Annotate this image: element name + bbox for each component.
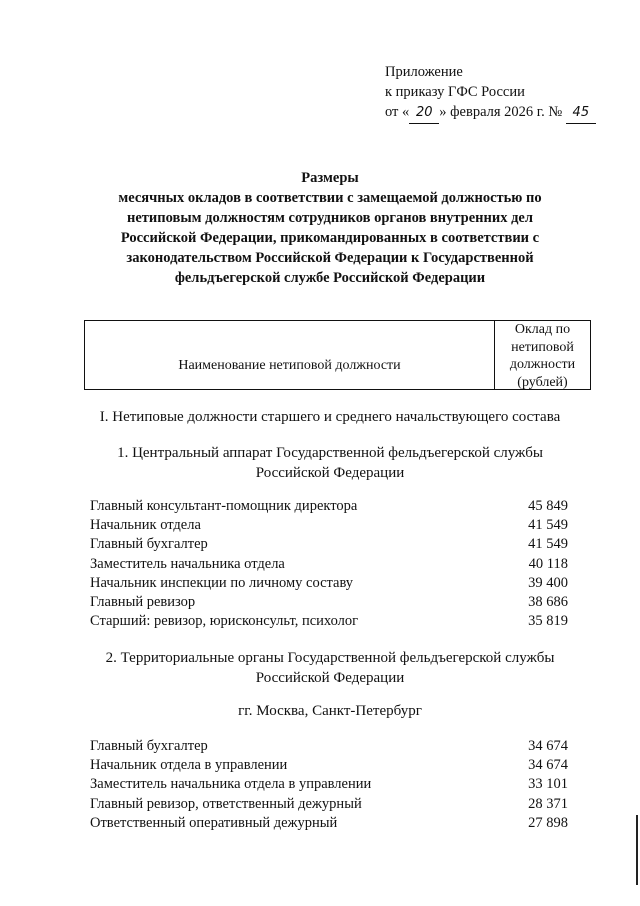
table-row — [90, 775, 568, 794]
scan-edge-mark — [636, 815, 638, 885]
header-salary-line: должности — [509, 357, 576, 372]
city-heading — [90, 701, 570, 721]
table-row — [90, 593, 568, 612]
salary-value: 33 101 — [528, 776, 568, 793]
position-name: Ответственный оперативный дежурный — [90, 814, 338, 831]
order-number-handwritten: 45 — [566, 103, 596, 124]
position-name: Заместитель начальника отдела — [90, 555, 285, 572]
title-line: фельдъегерской службе Российской Федерации — [174, 270, 486, 286]
salary-value: 34 674 — [528, 738, 568, 754]
header-cell-position — [85, 321, 495, 389]
order-date-prefix: от « — [385, 104, 410, 120]
salary-value: 41 549 — [528, 536, 568, 553]
salary-value: 41 549 — [528, 517, 568, 534]
header-salary-line: Оклад по — [514, 322, 571, 337]
position-name: Начальник отдела в управлении — [90, 757, 288, 774]
order-day-handwritten: 20 — [409, 103, 439, 124]
salary-value: 45 849 — [528, 498, 568, 514]
subsection-heading-line: Российской Федерации — [255, 465, 405, 481]
title-line: месячных окладов в соответствии с замещаемой должностью по — [118, 190, 542, 206]
city-heading-text: гг. Москва, Санкт-Петербург — [238, 703, 422, 719]
appendix-block — [385, 62, 596, 124]
header-cell-salary — [495, 321, 590, 389]
subsection-heading-territorial — [90, 648, 570, 688]
section-heading-text: I. Нетиповые должности старшего и среднего начальствующего состава — [99, 409, 561, 425]
document-title — [90, 168, 570, 288]
position-name: Главный бухгалтер — [90, 738, 208, 754]
title-line: законодательством Российской Федерации к Государственной — [126, 250, 534, 266]
table-row — [90, 795, 568, 814]
order-date-middle: » февраля 2026 г. № — [439, 104, 563, 120]
appendix-order-ref: к приказу ГФС России — [385, 84, 525, 100]
title-line: нетиповым должностям сотрудников органов внутренних дел — [126, 210, 533, 226]
salary-value: 35 819 — [528, 613, 568, 630]
table-row — [90, 497, 568, 516]
appendix-label: Приложение — [385, 64, 463, 80]
table-row — [90, 756, 568, 775]
table-row — [90, 555, 568, 574]
salary-value: 34 674 — [528, 757, 568, 774]
position-name: Начальник инспекции по личному составу — [90, 574, 354, 591]
table-row — [90, 612, 568, 631]
central-salary-list — [90, 497, 568, 631]
table-header — [84, 320, 591, 390]
position-name: Начальник отдела — [90, 517, 201, 534]
table-row — [90, 737, 568, 756]
position-name: Главный ревизор, ответственный дежурный — [90, 795, 362, 812]
header-salary-line: (рублей) — [517, 374, 568, 390]
position-name: Заместитель начальника отдела в управлении — [90, 776, 372, 793]
table-row — [90, 574, 568, 593]
territorial-salary-list — [90, 737, 568, 833]
position-name: Старший: ревизор, юрисконсульт, психолог — [90, 613, 359, 630]
position-name: Главный ревизор — [90, 593, 196, 610]
table-row — [90, 535, 568, 554]
salary-value: 28 371 — [528, 795, 568, 812]
title-line: Российской Федерации, прикомандированных в соответствии с — [120, 230, 540, 246]
subsection-heading-line: 2. Территориальные органы Государственной фельдъегерской службы — [105, 650, 555, 666]
subsection-heading-line: Российской Федерации — [255, 670, 405, 686]
subsection-heading-central — [90, 443, 570, 483]
header-salary-line: нетиповой — [511, 339, 574, 355]
subsection-heading-line: 1. Центральный аппарат Государственной фельдъегерской службы — [117, 445, 543, 461]
section-heading — [90, 407, 570, 427]
salary-value: 38 686 — [528, 593, 568, 610]
table-row — [90, 814, 568, 833]
salary-value: 40 118 — [528, 555, 568, 572]
title-line: Размеры — [301, 170, 359, 186]
appendix-order-date — [385, 102, 596, 124]
position-name: Главный бухгалтер — [90, 536, 208, 553]
position-name: Главный консультант-помощник директора — [90, 498, 358, 514]
salary-value: 27 898 — [528, 814, 568, 831]
table-row — [90, 516, 568, 535]
salary-value: 39 400 — [528, 574, 568, 591]
header-position-label: Наименование нетиповой должности — [178, 358, 401, 373]
